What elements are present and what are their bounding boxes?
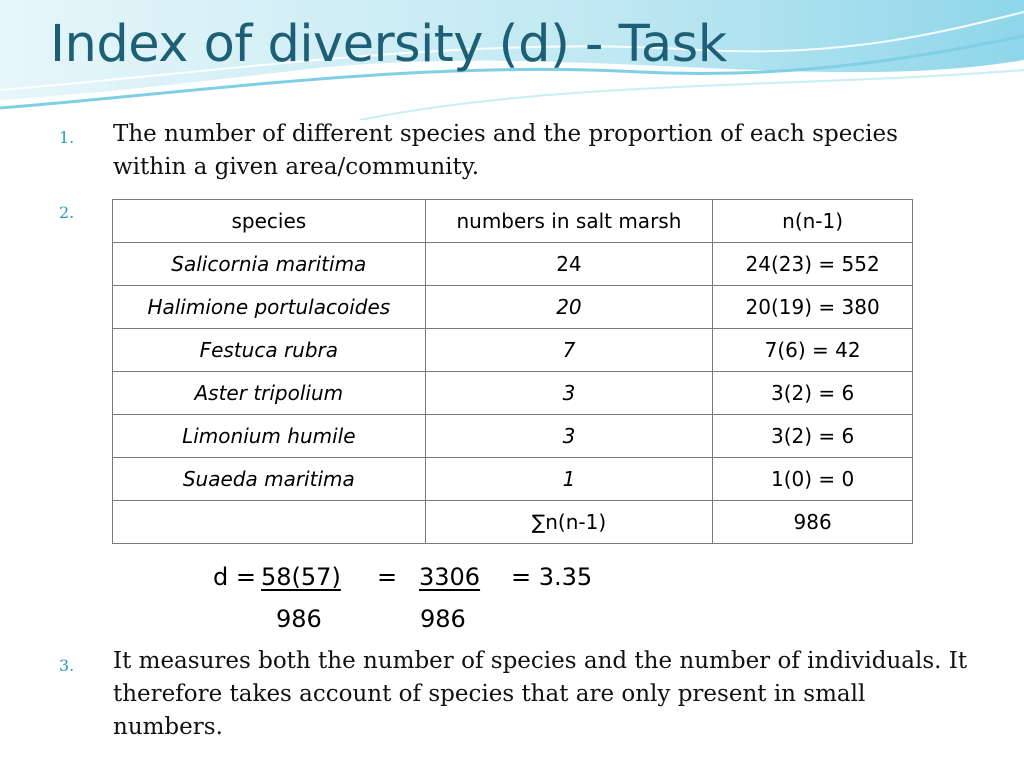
cell-number: 7 — [425, 329, 713, 372]
table-row — [113, 372, 913, 415]
formula-result: = 3.35 — [511, 563, 593, 591]
cell-number: 1 — [425, 458, 713, 501]
cell-calc: 3(2) = 6 — [713, 372, 913, 415]
cell-species: Salicornia maritima — [113, 243, 426, 286]
cell-calc: 20(19) = 380 — [713, 286, 913, 329]
formula-numerator-2: 3306 — [419, 563, 481, 591]
header-calc: n(n-1) — [713, 200, 913, 243]
cell-empty — [113, 501, 426, 544]
cell-species: Halimione portulacoides — [113, 286, 426, 329]
header-species: species — [113, 200, 426, 243]
header-numbers: numbers in salt marsh — [425, 200, 713, 243]
cell-species: Festuca rubra — [113, 329, 426, 372]
formula-prefix: d = — [213, 563, 256, 591]
table-header-row — [113, 200, 913, 243]
cell-number: 3 — [425, 415, 713, 458]
total-label: ∑n(n-1) — [425, 501, 713, 544]
cell-species: Limonium humile — [113, 415, 426, 458]
table-row — [113, 286, 913, 329]
species-table — [112, 199, 913, 544]
formula-equals: = — [377, 563, 398, 591]
formula-denominator-1: 986 — [276, 605, 322, 633]
list-number-3: 3. — [59, 656, 75, 675]
cell-number: 20 — [425, 286, 713, 329]
list-number-2: 2. — [59, 203, 75, 222]
slide-title: Index of diversity (d) - Task — [50, 15, 727, 74]
cell-calc: 24(23) = 552 — [713, 243, 913, 286]
cell-number: 3 — [425, 372, 713, 415]
formula-denominator-2: 986 — [420, 605, 466, 633]
table-row — [113, 458, 913, 501]
cell-species: Aster tripolium — [113, 372, 426, 415]
list-number-1: 1. — [59, 128, 75, 147]
total-value: 986 — [713, 501, 913, 544]
cell-calc: 1(0) = 0 — [713, 458, 913, 501]
formula-numerator-1: 58(57) — [261, 563, 341, 591]
table-row — [113, 243, 913, 286]
table-row — [113, 329, 913, 372]
cell-calc: 3(2) = 6 — [713, 415, 913, 458]
cell-number: 24 — [425, 243, 713, 286]
table-row — [113, 415, 913, 458]
cell-species: Suaeda maritima — [113, 458, 426, 501]
cell-calc: 7(6) = 42 — [713, 329, 913, 372]
list-item-1-text: The number of different species and the proportion of each species within a given area/community. — [113, 121, 898, 180]
table-total-row — [113, 501, 913, 544]
list-item-3-text: It measures both the number of species and the number of individuals. It therefore takes account of species that are only present in small numbers. — [113, 648, 968, 740]
